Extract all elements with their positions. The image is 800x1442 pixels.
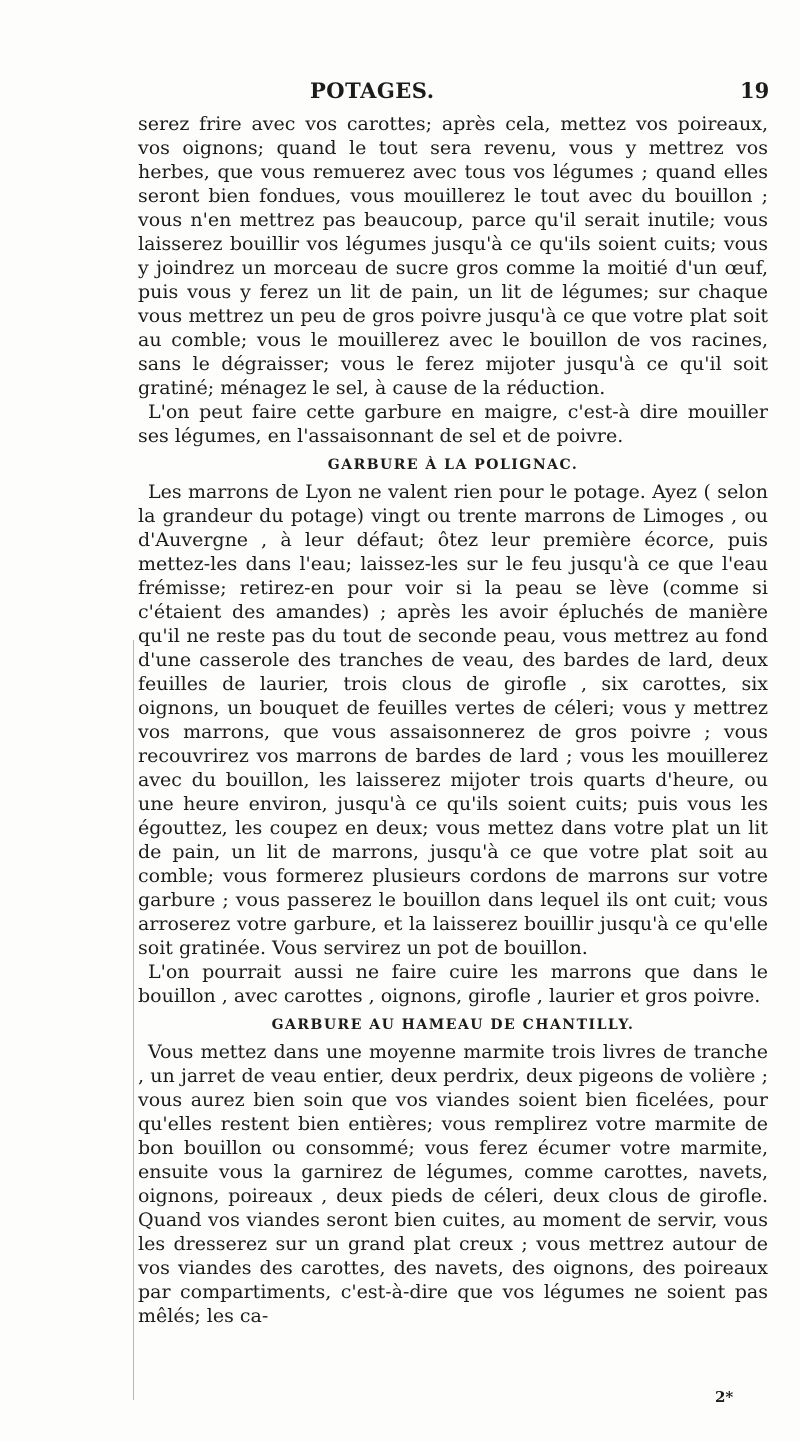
page-edge-shadow	[133, 640, 134, 1400]
paragraph-polignac-recipe: Les marrons de Lyon ne valent rien pour le potage. Ayez ( selon la grandeur du potage) vingt ou trente marrons de Limoges , ou d'Auvergne , à leur défaut; ôtez leur première écorce, puis mettez-les dans l'eau; laissez-les sur le feu jusqu'à ce que l'eau frémisse; retirez-en pour voir si la peau se lève (comme si c'étaient des amandes) ; après les avoir épluchés de manière qu'il ne reste pas du tout de seconde peau, vous mettrez au fond d'une casserole des tranches de veau, des bardes de lard, deux feuilles de laurier, trois clous de girofle , six carottes, six oignons, un bouquet de feuilles vertes de céleri; vous y mettrez vos marrons, que vous assaisonnerez de gros poivre ; vous recouvrirez vos marrons de bardes de lard ; vous les mouillerez avec du bouillon, les laisserez mijoter trois quarts d'heure, ou une heure environ, jusqu'à ce qu'ils soient cuits; puis vous les égouttez, les coupez en deux; vous mettez dans votre plat un lit de pain, un lit de marrons, jusqu'à ce que votre plat soit au comble; vous formerez plusieurs cordons de marrons sur votre garbure ; vous passerez le bouillon dans lequel ils ont cuit; vous arroserez votre garbure, et la laisserez bouillir jusqu'à ce qu'elle soit gratinée. Vous servirez un pot de bouillon.	[138, 481, 768, 959]
signature-mark: 2*	[715, 1388, 734, 1406]
paragraph-polignac-variant: L'on pourrait aussi ne faire cuire les marrons que dans le bouillon , avec carottes , oignons, girofle , laurier et gros poivre.	[138, 961, 768, 1007]
page-number: 19	[740, 78, 770, 103]
section-heading-chantilly: GARBURE AU HAMEAU DE CHANTILLY.	[271, 1017, 635, 1033]
running-title: POTAGES.	[310, 78, 435, 103]
section-heading-polignac: GARBURE À LA POLIGNAC.	[327, 457, 579, 473]
paragraph-garbure-end: serez frire avec vos carottes; après cela, mettez vos poireaux, vos oignons; quand le tout sera revenu, vous y mettrez vos herbes, que vous remuerez avec tous vos légumes ; quand elles seront bien fondues, vous mouillerez le tout avec du bouillon ; vous n'en mettrez pas beaucoup, parce qu'il serait inutile; vous laisserez bouillir vos légumes jusqu'à ce qu'ils soient cuits; vous y joindrez un morceau de sucre gros comme la moitié d'un œuf, puis vous y ferez un lit de pain, un lit de légumes; sur chaque vous mettrez un peu de gros poivre jusqu'à ce que votre plat soit au comble; vous le mouillerez avec le bouillon de vos racines, sans le dégraisser; vous le ferez mijoter jusqu'à ce qu'il soit gratiné; ménagez le sel, à cause de la réduction.	[138, 113, 768, 399]
paragraph-chantilly-recipe: Vous mettez dans une moyenne marmite trois livres de tranche , un jarret de veau entier, deux perdrix, deux pigeons de volière ; vous aurez bien soin que vos viandes soient bien ficelées, pour qu'elles restent bien entières; vous remplirez votre marmite de bon bouillon ou consommé; vous ferez écumer votre marmite, ensuite vous la garnirez de légumes, comme carottes, navets, oignons, poireaux , deux pieds de céleri, deux clous de girofle. Quand vos viandes seront bien cuites, au moment de servir, vous les dresserez sur un grand plat creux ; vous mettrez autour de vos viandes des carottes, des navets, des oignons, des poireaux par compartiments, c'est-à-dire que vos légumes ne soient pas mêlés; les ca-	[138, 1041, 768, 1327]
page-header	[0, 78, 800, 112]
paragraph-garbure-maigre: L'on peut faire cette garbure en maigre, c'est-à dire mouiller ses légumes, en l'assaisonnant de sel et de poivre.	[138, 401, 768, 447]
page-body	[138, 112, 768, 1328]
